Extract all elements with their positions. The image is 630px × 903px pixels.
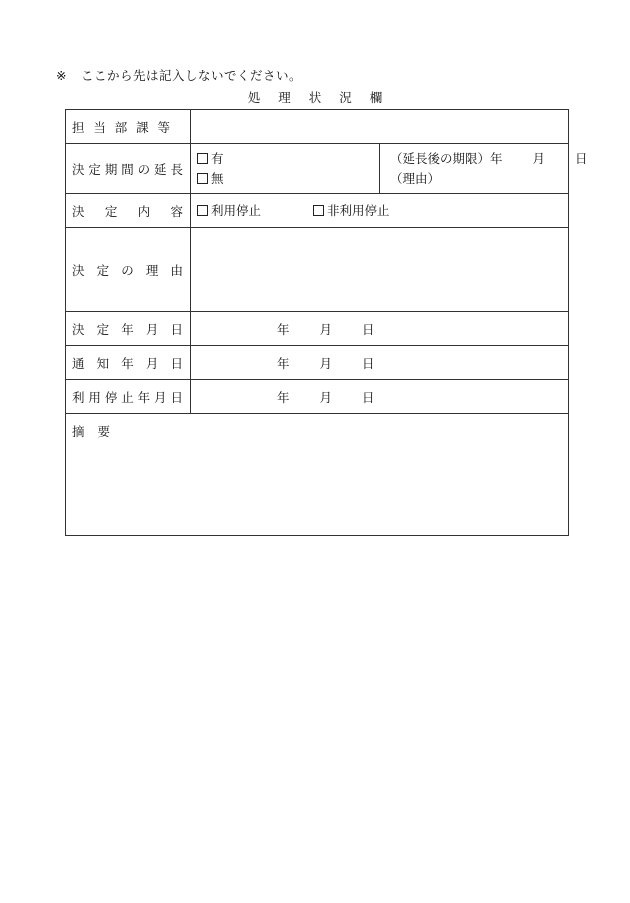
- title-char: 況: [339, 90, 352, 105]
- form-title: [0, 88, 630, 106]
- row-decision-content: [66, 194, 569, 228]
- notice-date-field[interactable]: 年 月 日: [191, 346, 569, 380]
- checkbox-square[interactable]: [197, 173, 208, 184]
- notice-message: ここから先は記入しないでください。: [80, 68, 302, 83]
- title-char: 欄: [369, 90, 383, 105]
- extension-no-checkbox[interactable]: 無: [197, 169, 224, 189]
- remarks-label: 摘 要: [72, 424, 110, 439]
- decision-date-label: 決 定 年 月 日: [66, 312, 191, 346]
- row-remarks: [66, 414, 569, 536]
- row-suspension-date: [66, 380, 569, 414]
- suspend-use-checkbox[interactable]: 利用停止: [197, 201, 261, 221]
- notice-text: [56, 66, 302, 84]
- extension-reason-label: （理由）: [390, 170, 441, 186]
- suspension-date-label: 利 用 停 止 年 月 日: [66, 380, 191, 414]
- extension-date[interactable]: 年 月 日: [490, 150, 588, 166]
- decision-content-field: [191, 194, 569, 228]
- notice-date-label: 通 知 年 月 日: [66, 346, 191, 380]
- row-department: [66, 110, 569, 144]
- suspension-date-field[interactable]: 年 月 日: [191, 380, 569, 414]
- extension-yes-checkbox[interactable]: 有: [197, 149, 224, 169]
- extension-checkboxes: [191, 144, 380, 194]
- row-notice-date: [66, 346, 569, 380]
- row-extension: [66, 144, 569, 194]
- decision-content-label: 決 定 内 容: [66, 194, 191, 228]
- extension-period-label: （延長後の期限）: [390, 150, 491, 166]
- decision-date-field[interactable]: 年 月 日: [191, 312, 569, 346]
- row-decision-date: [66, 312, 569, 346]
- department-label: 担 当 部 課 等: [66, 110, 191, 144]
- checkbox-square[interactable]: [197, 205, 208, 216]
- no-suspend-checkbox[interactable]: 非利用停止: [313, 201, 390, 221]
- extension-detail: [380, 144, 588, 194]
- remarks-field[interactable]: [66, 414, 569, 536]
- decision-reason-field[interactable]: [191, 228, 569, 312]
- title-char: 理: [278, 90, 291, 105]
- extension-label: 決 定 期 間 の 延 長: [66, 144, 191, 194]
- reference-mark: ※: [56, 68, 67, 83]
- processing-status-table: [65, 109, 588, 536]
- department-field[interactable]: [191, 110, 569, 144]
- title-char: 処: [247, 90, 261, 105]
- checkbox-square[interactable]: [197, 153, 208, 164]
- row-decision-reason: [66, 228, 569, 312]
- decision-reason-label: 決 定 の 理 由: [66, 228, 191, 312]
- checkbox-square[interactable]: [313, 205, 324, 216]
- title-char: 状: [308, 90, 322, 105]
